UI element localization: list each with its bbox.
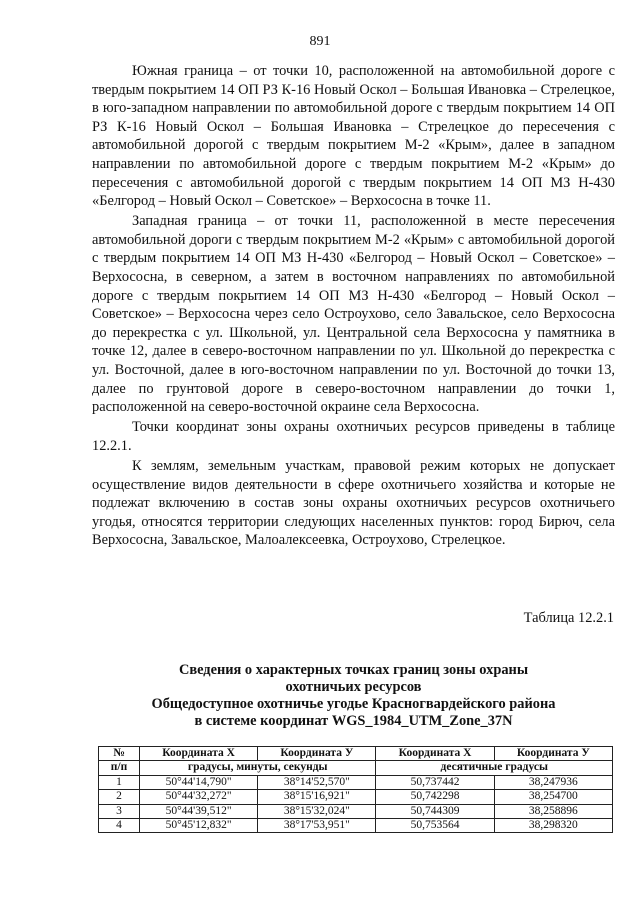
paragraph-excluded-lands: К землям, земельным участкам, правовой режим которых не допускает осуществление видов деятельности в сфере охотничьего хозяйства и которые не подлежат включению в состав зоны охраны охотничьих ресурсов охотничьего угодья, относятся территории следующих населенных пунктов: город Бирюч, села Верхососна, Завальское, Малоалексеевка, Остроухово, Стрелецкое. — [92, 457, 615, 549]
cell-x-dms: 50°44'32,272" — [140, 790, 258, 804]
col-header-y-dec: Координата У — [494, 747, 612, 761]
heading-line: в системе координат WGS_1984_UTM_Zone_37N — [194, 713, 513, 729]
table-row — [99, 790, 613, 804]
subheader-dms: градусы, минуты, секунды — [140, 761, 376, 775]
cell-x-dms: 50°45'12,832" — [140, 819, 258, 833]
col-header-x-dec: Координата X — [376, 747, 494, 761]
cell-x-dec: 50,753564 — [376, 819, 494, 833]
paragraph-west-border: Западная граница – от точки 11, расположенной в месте пересечения автомобильной дороги с твердым покрытием М-2 «Крым» с автомобильной дорогой с твердым покрытием 14 ОП МЗ Н-430 «Белгород – Новый Оскол – Советское» – Верхососна, в северном, а затем в восточном направлениях по автомобильной дороге с твердым покрытием 14 ОП МЗ Н-430 «Белгород – Новый Оскол – Советское» – Верхососна через село Остроухово, село Завальское, село Верхососна до перекрестка с ул. Школьной, ул. Центральной села Верхососна у памятника в точке 12, далее в северо-восточном направлении по ул. Школьной до перекрестка с ул. Восточной, далее в юго-восточном направлении по ул. Восточной до точки 13, далее по грунтовой дороге в северо-восточном направлении до точки 1, расположенной на северо-восточной окраине села Верхососна. — [92, 213, 615, 416]
heading-line: Сведения о характерных точках границ зоны охраны — [178, 662, 529, 678]
coordinates-table — [98, 746, 613, 833]
cell-x-dec: 50,737442 — [376, 775, 494, 789]
table-row — [99, 819, 613, 833]
cell-y-dec: 38,298320 — [494, 819, 612, 833]
heading-line: Общедоступное охотничье угодье Красногвардейского района — [151, 696, 556, 712]
cell-num: 3 — [99, 804, 140, 818]
cell-x-dec: 50,744309 — [376, 804, 494, 818]
paragraph-south-border: Южная граница – от точки 10, расположенной на автомобильной дороге с твердым покрытием 14 ОП РЗ К-16 Новый Оскол – Большая Ивановка – Стрелецкое, в юго-западном направлении по автомобильной дороге с твердым покрытием 14 ОП РЗ К-16 Новый Оскол – Большая Ивановка – Стрелецкое до пересечения с автомобильной дорогой с твердым покрытием М-2 «Крым», далее в западном направлении по автомобильной дороге с твердым покрытием М-2 «Крым» до пересечения с автомобильной дорогой с твердым покрытием 14 ОП МЗ Н-430 «Белгород – Новый Оскол – Советское» – Верхососна в точке 11. — [92, 63, 615, 210]
table-heading — [92, 662, 615, 730]
col-header-y-dms: Координата У — [258, 747, 376, 761]
cell-y-dec: 38,247936 — [494, 775, 612, 789]
cell-x-dms: 50°44'39,512" — [140, 804, 258, 818]
table-subheader-row — [99, 761, 613, 775]
col-header-x-dms: Координата X — [140, 747, 258, 761]
cell-num: 2 — [99, 790, 140, 804]
cell-y-dms: 38°15'32,024" — [258, 804, 376, 818]
table-row — [99, 775, 613, 789]
cell-y-dms: 38°14'52,570" — [258, 775, 376, 789]
paragraph-table-reference: Точки координат зоны охраны охотничьих ресурсов приведены в таблице 12.2.1. — [92, 419, 615, 454]
cell-num: 4 — [99, 819, 140, 833]
cell-y-dms: 38°17'53,951" — [258, 819, 376, 833]
table-label: Таблица 12.2.1 — [523, 610, 614, 626]
table-row — [99, 804, 613, 818]
cell-x-dec: 50,742298 — [376, 790, 494, 804]
page-number: 891 — [309, 34, 331, 49]
cell-num: 1 — [99, 775, 140, 789]
cell-y-dec: 38,254700 — [494, 790, 612, 804]
subheader-dec: десятичные градусы — [376, 761, 613, 775]
num-subheader: п/п — [99, 761, 140, 775]
table-header-row — [99, 747, 613, 761]
heading-line: охотничьих ресурсов — [285, 679, 422, 695]
body-text — [92, 62, 615, 551]
cell-y-dms: 38°15'16,921" — [258, 790, 376, 804]
num-header: № — [99, 747, 140, 761]
cell-y-dec: 38,258896 — [494, 804, 612, 818]
cell-x-dms: 50°44'14,790" — [140, 775, 258, 789]
